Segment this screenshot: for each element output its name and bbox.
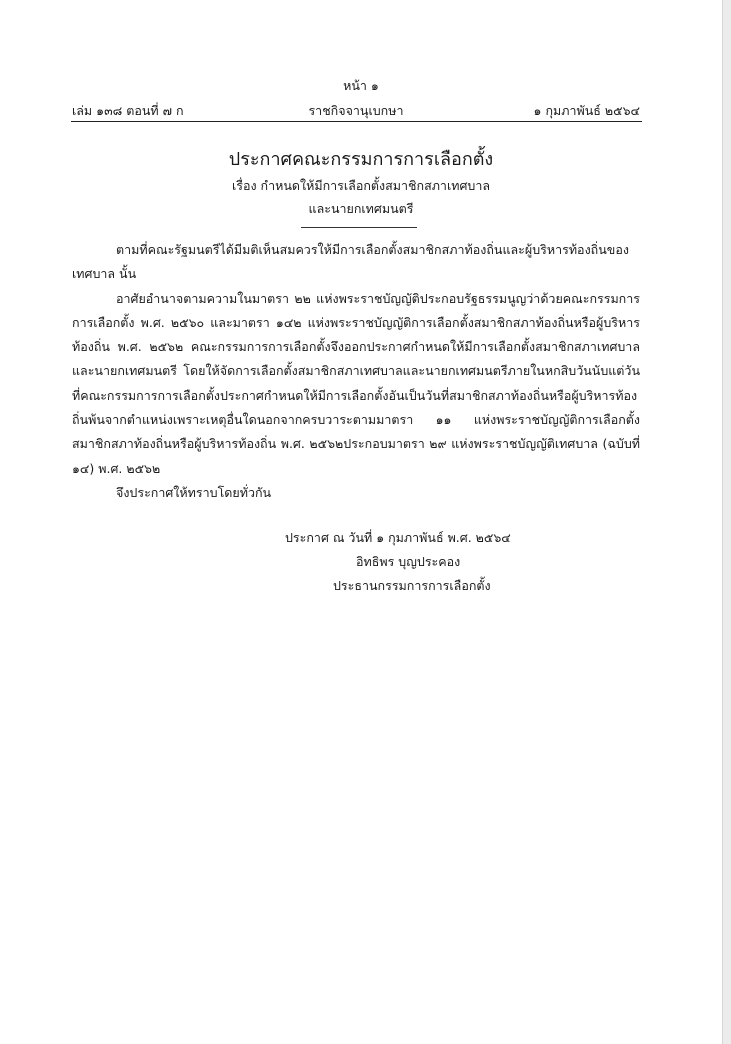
paragraph-background: ตามที่คณะรัฐมนตรีได้มีมติเห็นสมควรให้มีการเลือกตั้งสมาชิกสภาท้องถิ่นและผู้บริหารท้องถิ่นของเทศบาล นั้น: [72, 242, 629, 282]
announcement-subject: เรื่อง กำหนดให้มีการเลือกตั้งสมาชิกสภาเทศบาล: [231, 178, 491, 193]
volume-issue: เล่ม ๑๓๘ ตอนที่ ๗ ก: [72, 103, 184, 118]
paragraph-legal-basis: อาศัยอำนาจตามความในมาตรา ๒๒ แห่งพระราชบัญญัติประกอบรัฐธรรมนูญว่าด้วยคณะกรรมการการเลือกตั้ง พ.ศ. ๒๕๖๐ และมาตรา ๑๔๒ แห่งพระราชบัญญัติการเลือกตั้งสมาชิกสภาท้องถิ่นหรือผู้บริหารท้องถิ่น พ.ศ. ๒๕๖๒ คณะกรรมการการเลือกตั้งจึงออกประกาศกำหนดให้มีการเลือกตั้งสมาชิกสภาเทศบาลและนายกเทศมนตรี โดยให้จัดการเลือกตั้งสมาชิกสภาเทศบาลและนายกเทศมนตรีภายในหกสิบวันนับแต่วันที่คณะกรรมการการเลือกตั้งประกาศกำหนดให้มีการเลือกตั้งอันเป็นวันที่สมาชิกสภาท้องถิ่นหรือผู้บริหารท้องถิ่นพ้นจากตำแหน่งเพราะเหตุอื่นใดนอกจากครบวาระตามมาตรา ๑๑ แห่งพระราชบัญญัติการเลือกตั้งสมาชิกสภาท้องถิ่นหรือผู้บริหารท้องถิ่น พ.ศ. ๒๕๖๒ประกอบมาตรา ๒๙ แห่งพระราชบัญญัติเทศบาล (ฉบับที่ ๑๔) พ.ศ. ๒๕๖๒: [72, 290, 640, 476]
header-divider: [71, 121, 642, 122]
paragraph-closing: จึงประกาศให้ทราบโดยทั่วกัน: [116, 484, 272, 500]
signature-date: ประกาศ ณ วันที่ ๑ กุมภาพันธ์ พ.ศ. ๒๕๖๔: [285, 530, 511, 545]
announcement-title: ประกาศคณะกรรมการการเลือกตั้ง: [228, 149, 494, 170]
page-number: หน้า ๑: [343, 78, 379, 93]
signatory-position: ประธานกรรมการการเลือกตั้ง: [333, 578, 491, 593]
announcement-body: [72, 238, 640, 505]
title-divider: [301, 227, 417, 228]
gazette-header: [72, 101, 640, 121]
signatory-name: อิทธิพร บุญประคอง: [356, 554, 461, 569]
announcement-subject-continued: และนายกเทศมนตรี: [308, 201, 414, 216]
publication-date: ๑ กุมภาพันธ์ ๒๕๖๔: [533, 103, 640, 118]
gazette-name: ราชกิจจานุเบกษา: [308, 103, 404, 118]
